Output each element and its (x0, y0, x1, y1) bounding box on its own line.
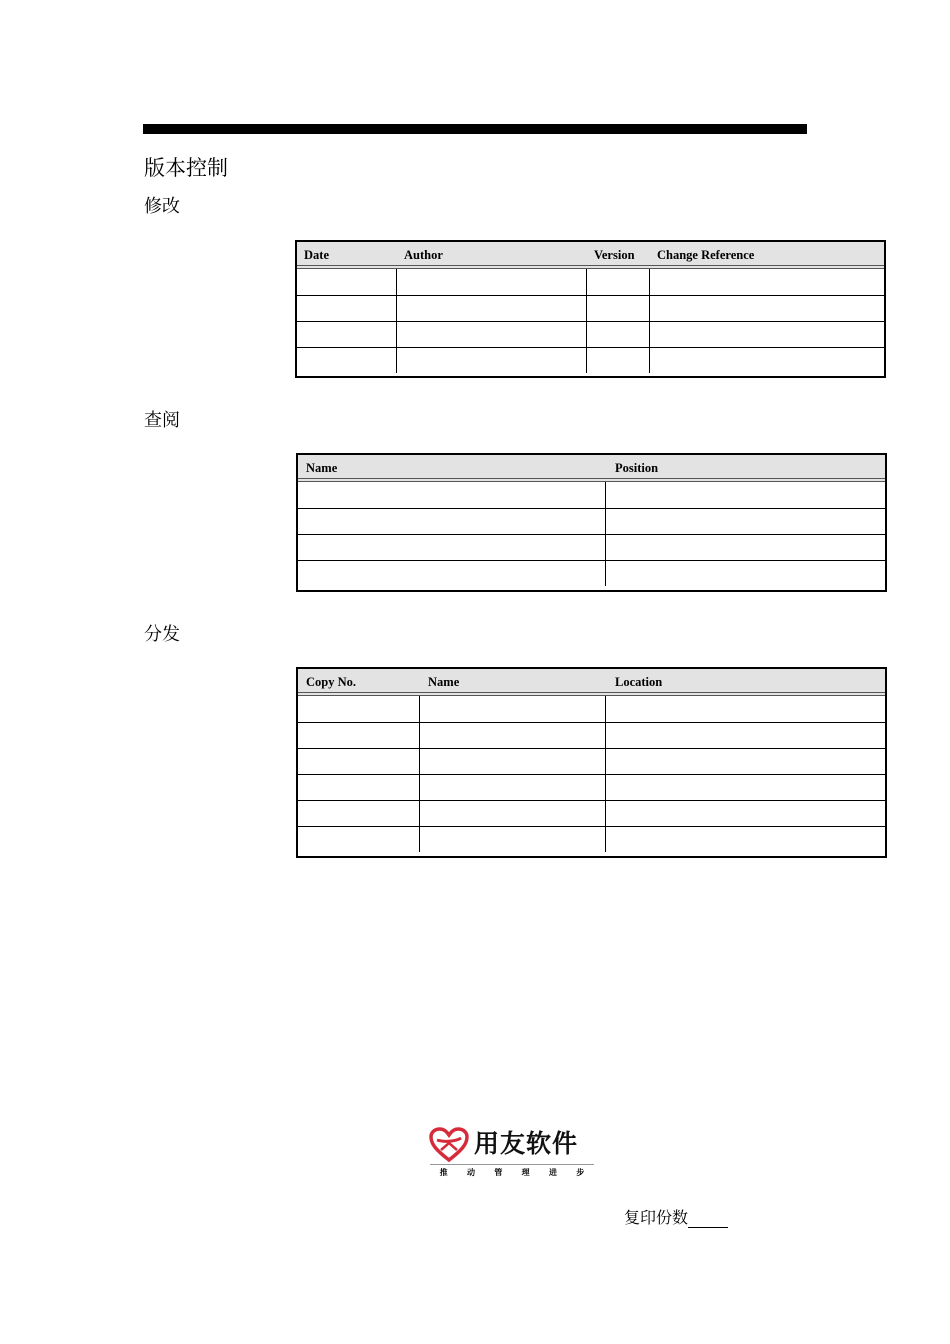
section-heading-distribution: 分发 (144, 624, 180, 645)
table-row (298, 534, 885, 560)
column-divider (649, 269, 650, 373)
page-title: 版本控制 (144, 156, 228, 180)
logo-slogan (430, 1164, 594, 1178)
column-header-author: Author (404, 248, 443, 262)
section-heading-reviews: 查阅 (144, 410, 180, 431)
revisions-table (295, 240, 886, 378)
heart-logo-icon (428, 1126, 470, 1166)
column-header-location: Location (615, 675, 663, 689)
table-row (297, 269, 884, 295)
column-header-copy-no: Copy No. (306, 675, 357, 689)
table-header (297, 242, 884, 269)
table-body (298, 482, 885, 586)
copies-blank (688, 1208, 728, 1228)
slogan-char: 管 (494, 1168, 503, 1177)
table-row (298, 696, 885, 722)
copies-count (624, 1205, 728, 1228)
column-header-change-reference: Change Reference (657, 248, 755, 262)
slogan-char: 步 (576, 1168, 585, 1177)
table-header (298, 455, 885, 482)
slogan-char: 推 (439, 1168, 448, 1177)
table-row (298, 748, 885, 774)
column-header-version: Version (594, 248, 635, 262)
table-row (297, 347, 884, 373)
column-divider (396, 269, 397, 373)
column-divider (586, 269, 587, 373)
table-row (298, 722, 885, 748)
distribution-table (296, 667, 887, 858)
slogan-char: 进 (548, 1168, 557, 1177)
reviews-table (296, 453, 887, 592)
column-divider (605, 696, 606, 852)
top-rule (143, 124, 807, 134)
column-divider (605, 482, 606, 586)
table-body (297, 269, 884, 373)
table-row (297, 321, 884, 347)
table-row (297, 295, 884, 321)
table-header (298, 669, 885, 696)
table-row (298, 560, 885, 586)
table-row (298, 826, 885, 852)
table-row (298, 508, 885, 534)
section-heading-revisions: 修改 (144, 196, 180, 217)
logo-wordmark: 用友软件 (474, 1129, 579, 1158)
table-body (298, 696, 885, 852)
company-logo (426, 1122, 594, 1182)
table-row (298, 482, 885, 508)
column-header-date: Date (304, 248, 329, 262)
slogan-char: 动 (466, 1168, 475, 1177)
table-row (298, 800, 885, 826)
slogan-char: 理 (521, 1168, 530, 1177)
column-header-position: Position (615, 461, 659, 475)
column-divider (419, 696, 420, 852)
table-row (298, 774, 885, 800)
column-header-name: Name (306, 461, 338, 475)
column-header-name: Name (428, 675, 460, 689)
copies-label: 复印份数 (624, 1208, 689, 1227)
